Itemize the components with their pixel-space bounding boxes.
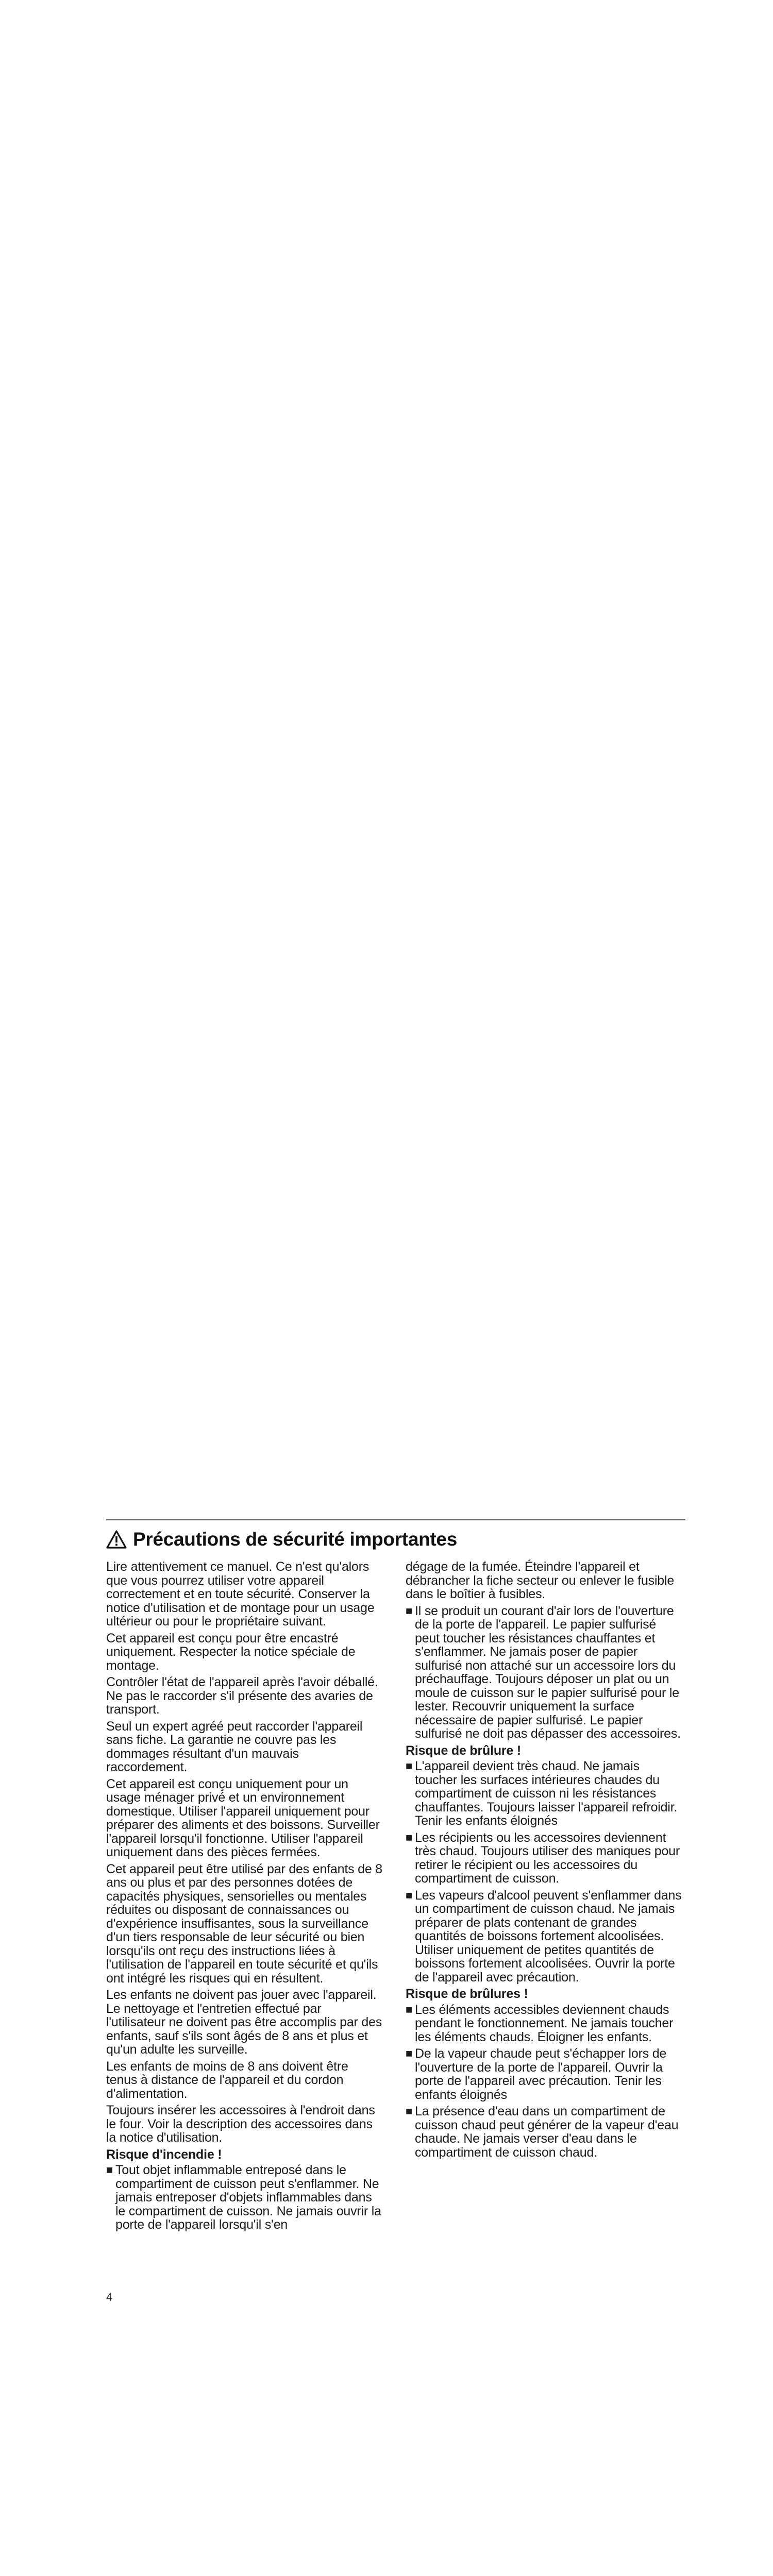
right-column <box>406 1560 682 2162</box>
bullet-icon: ■ <box>406 1759 413 1772</box>
continued-paragraph: dégage de la fumée. Éteindre l'appareil et débrancher la fiche secteur ou enlever le fusible dans le boîtier à fusibles. <box>406 1560 675 1601</box>
list-item-text: Les éléments accessibles deviennent chauds pendant le fonctionnement. Ne jamais toucher les éléments chauds. Éloigner les enfants. <box>415 2002 674 2044</box>
list-item <box>406 2003 682 2044</box>
list-item-text: Il se produit un courant d'air lors de l'ouverture de la porte de l'appareil. Le papier sulfurisé peut toucher les résistances chauffantes et s'enflammer. Ne jamais poser de papier sulfurisé non attaché sur un accessoire lors du préchauffage. Toujours déposer un plat ou un moule de cuisson sur le papier sulfurisé pour le lester. Recouvrir uniquement la surface nécessaire de papier sulfurisé. Le papier sulfurisé ne doit pas dépasser des accessoires. <box>415 1603 681 1741</box>
paragraph: Cet appareil peut être utilisé par des enfants de 8 ans ou plus et par des personnes dotées de capacités physiques, sensorielles ou mentales réduites ou disposant de connaissances ou d'expérience insuffisantes, sous la surveillance d'un tiers responsable de leur sécurité ou bien lorsqu'ils ont reçu des instructions liées à l'utilisation de l'appareil en toute sécurité et qu'ils ont intégré les risques qui en résultent. <box>106 1861 382 1986</box>
list-item-text: L'appareil devient très chaud. Ne jamais toucher les surfaces intérieures chaudes du compartiment de cuisson ni les résistances chauffantes. Toujours laisser l'appareil refroidir. Tenir les enfants éloignés <box>415 1759 678 1828</box>
bullet-icon: ■ <box>406 2047 413 2060</box>
bullet-icon: ■ <box>406 1888 413 1902</box>
list-item <box>406 2047 682 2102</box>
bullet-icon: ■ <box>406 2003 413 2016</box>
list-item-text: Les récipients ou les accessoires deviennent très chaud. Toujours utiliser des maniques pour retirer le récipient ou les accessoires du compartiment de cuisson. <box>415 1830 680 1886</box>
bullet-icon: ■ <box>406 2105 413 2117</box>
list-item <box>106 2163 382 2232</box>
bullet-icon: ■ <box>406 1831 413 1844</box>
left-column <box>106 1560 382 2235</box>
burns-risk-list <box>406 2003 682 2160</box>
paragraph: Contrôler l'état de l'appareil après l'avoir déballé. Ne pas le raccorder s'il présente des avaries de transport. <box>106 1675 378 1717</box>
page-title: Précautions de sécurité importantes <box>133 1529 457 1550</box>
bullet-icon: ■ <box>406 1604 413 1617</box>
burn-risk-list <box>406 1759 682 1984</box>
list-item-text: Tout objet inflammable entreposé dans le compartiment de cuisson peut s'enflammer. Ne jamais entreposer d'objets inflammables dans le compartiment de cuisson. Ne jamais ouvrir la porte de l'appareil lorsqu'il s'en <box>115 2163 381 2232</box>
paragraph: Les enfants ne doivent pas jouer avec l'appareil. Le nettoyage et l'entretien effectué par l'utilisateur ne doivent pas être accomplis par des enfants, sauf s'ils sont âgés de 8 ans et plus et qu'un adulte les surveille. <box>106 1988 382 2057</box>
fire-risk-list-continued <box>406 1604 682 1741</box>
burn-risk-heading: Risque de brûlure ! <box>406 1743 522 1758</box>
bullet-icon: ■ <box>106 2163 113 2176</box>
paragraph: Cet appareil est conçu uniquement pour un usage ménager privé et un environnement domestique. Utiliser l'appareil uniquement pour préparer des aliments et des boissons. Surveiller l'appareil lorsqu'il fonctionne. Utiliser l'appareil uniquement dans des pièces fermées. <box>106 1776 380 1859</box>
list-item <box>406 1889 682 1985</box>
list-item <box>406 1604 682 1741</box>
section-heading <box>106 1526 457 1553</box>
list-item-text: Les vapeurs d'alcool peuvent s'enflammer dans un compartiment de cuisson chaud. Ne jamais préparer de plats contenant de grandes quantités de boissons fortement alcoolisées. Utiliser uniquement de petites quantités de boissons fortement alcoolisées. Ouvrir la porte de l'appareil avec précaution. <box>415 1888 682 1985</box>
warning-triangle-icon <box>106 1530 127 1549</box>
burns-risk-heading: Risque de brûlures ! <box>406 1987 528 2001</box>
paragraph: Les enfants de moins de 8 ans doivent être tenus à distance de l'appareil et du cordon d'alimentation. <box>106 2059 348 2101</box>
list-item <box>406 1831 682 1886</box>
list-item-text: De la vapeur chaude peut s'échapper lors de l'ouverture de la porte de l'appareil. Ouvrir la porte de l'appareil avec précaution. Tenir les enfants éloignés <box>415 2046 667 2102</box>
paragraph: Toujours insérer les accessoires à l'endroit dans le four. Voir la description des accessoires dans la notice d'utilisation. <box>106 2103 375 2145</box>
fire-risk-heading: Risque d'incendie ! <box>106 2147 222 2162</box>
fire-risk-list <box>106 2163 382 2232</box>
section-divider <box>106 1519 685 1520</box>
paragraph: Seul un expert agréé peut raccorder l'appareil sans fiche. La garantie ne couvre pas les dommages résultant d'un mauvais raccordement. <box>106 1719 363 1774</box>
list-item-text: La présence d'eau dans un compartiment de cuisson chaud peut générer de la vapeur d'eau chaude. Ne jamais verser d'eau dans le compartiment de cuisson chaud. <box>415 2104 679 2160</box>
paragraph: Lire attentivement ce manuel. Ce n'est qu'alors que vous pourrez utiliser votre appareil correctement et en toute sécurité. Conserver la notice d'utilisation et de montage pour un usage ultérieur ou pour le propriétaire suivant. <box>106 1560 375 1629</box>
paragraph: Cet appareil est conçu pour être encastré uniquement. Respecter la notice spéciale de montage. <box>106 1631 356 1673</box>
list-item <box>406 1759 682 1828</box>
list-item <box>406 2105 682 2159</box>
page-number: 4 <box>106 2291 113 2303</box>
